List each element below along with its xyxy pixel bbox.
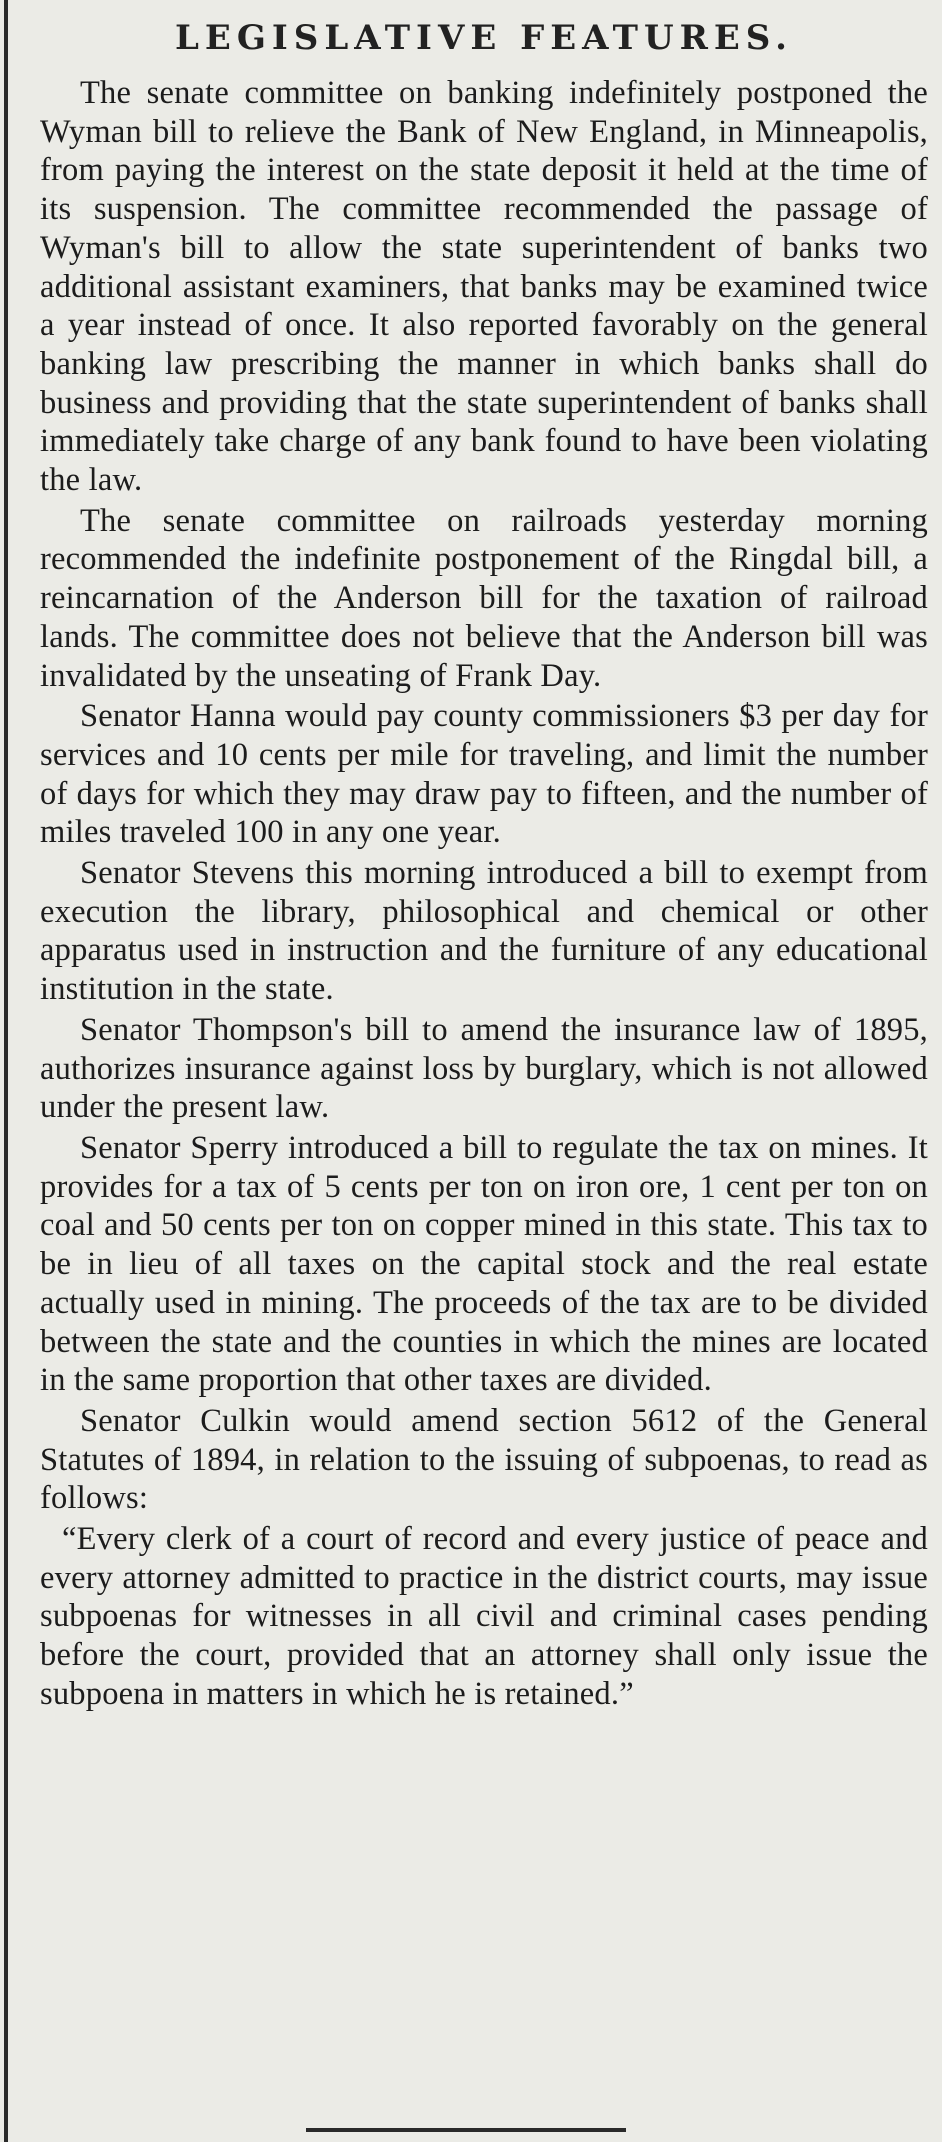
paragraph-hanna: Senator Hanna would pay county commissioners $3 per day for services and 10 cents per mile for traveling, and limit the number of days for which they may draw pay to fifteen, and the number of miles traveled 100 in any one year. <box>40 698 928 851</box>
paragraph-railroads: The senate committee on railroads yesterday morning recommended the indefinite postponement of the Ringdal bill, a reincarnation of the Anderson bill for the taxation of railroad lands. The committee does not believe that the Anderson bill was invalidated by the unseating of Frank Day. <box>40 502 928 694</box>
paragraph-culkin: Senator Culkin would amend section 5612 of the General Statutes of 1894, in relation to the issuing of subpoenas, to read as follows: <box>40 1402 928 1517</box>
paragraph-sperry: Senator Sperry introduced a bill to regulate the tax on mines. It provides for a tax of 5 cents per ton on iron ore, 1 cent per ton on coal and 50 cents per ton on copper mined in this state. This tax to be in lieu of all taxes on the capital stock and the real estate actually used in mining. The proceeds of the tax are to be divided between the state and the counties in which the mines are located in the same proportion that other taxes are divided. <box>40 1129 928 1399</box>
headline: LEGISLATIVE FEATURES. <box>175 18 793 58</box>
quoted-statute: “Every clerk of a court of record and every justice of peace and every attorney admitted to practice in the district courts, may issue subpoenas for witnesses in all civil and criminal cases pending before the court, provided that an attorney shall only issue the subpoena in matters in which he is retained.” <box>40 1521 928 1712</box>
paragraph-stevens: Senator Stevens this morning introduced a bill to exempt from execution the library, philosophical and chemical or other apparatus used in instruction and the furniture of any educational institution in the state. <box>40 855 928 1008</box>
end-rule <box>306 2128 626 2132</box>
paragraph-thompson: Senator Thompson's bill to amend the insurance law of 1895, authorizes insurance against loss by burglary, which is not allowed under the present law. <box>40 1011 928 1126</box>
paragraph-banking: The senate committee on banking indefinitely postponed the Wyman bill to relieve the Bank of New England, in Minneapolis, from paying the interest on the state deposit it held at the time of its suspension. The committee recommended the passage of Wyman's bill to allow the state superintendent of banks two additional assistant examiners, that banks may be examined twice a year instead of once. It also reported favorably on the general banking law prescribing the manner in which banks shall do business and providing that the state superintendent of banks shall immediately take charge of any bank found to have been violating the law. <box>40 75 928 499</box>
article <box>40 18 928 1714</box>
column-rule <box>4 0 8 2142</box>
